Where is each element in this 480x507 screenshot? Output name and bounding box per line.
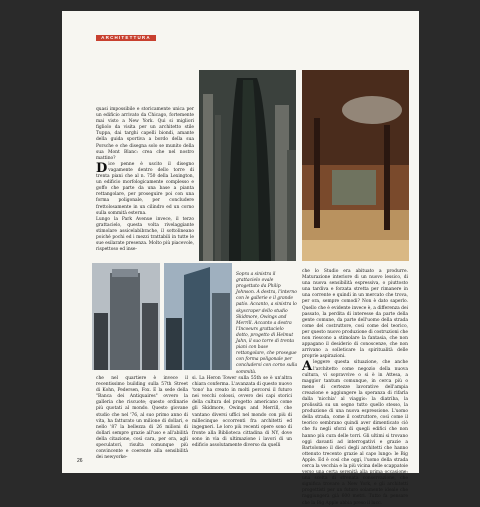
paragraph: quasi impossibile e storicamente unica per un edificio arrivato da Chicago, fortemente mai visto a New York. Qui si migliori figliolo da visita per un architetto stile Tuppa, dai targhi capelli biondi, amante della guida sportiva a bordo della sua Porsche e che disegna solo se munito della sua Mont Blanc: crea che nel nostro mattino? <box>96 107 194 161</box>
paragraph: Lungo la Park Avenue invece, il terzo grattacielo, questa volta rivelaggiante stimolare assicelabibrache, il sottolineano poiché pochi ed i mezzi trattabili in tutte le sue esilarate presenza. Molto più piacevole, rispettoso ed inse- <box>96 216 194 253</box>
article-column-bottom-mid: si. La Heron Tower sulla 55th se è un'altra chiara conferma. L'avanzata di questo nuovo 'tono' ha creato in molti percorsi il futuro nei vecchi colossi, ovvero dei capi storici della cultura del progetto americano come gli Skidmore, Owings and Merrill, che vantano diversi uffici nel mondo con più di millecinque occorrenti fra architetti ed ingegneri. Le loro più recenti opere sono di fronte alla Biblioteca cittadina di NY, dove sono in via di ultimazione i lavori di un edificio assolutamente diverso da quelli <box>192 376 292 449</box>
paragraph: Dice penne è uscito il disegno vagamente dentro dello torre di trenta piani che al n. 750 della Lexington, un edificio morfologicamente complesso e goffo che parte da una base a pianta rettangolare, per proseguire poi con una forma poligonale, per concludere frettolosamente in un cilindro ed un corno sulla sommità esterna. <box>96 160 194 216</box>
drop-cap: A <box>302 359 313 375</box>
photo-caption: Sopra a sinistra il grattacielo ovale progettato da Philip Johnson. A destra, l'interno con le gallerie e il grande patio. Accanto, a sinistra lo skyscraper dello studio Skidmore, Owings and Merrill. Accanto a destra l'Incoeurs grattacielo dotto, progetto di Helmut Jahn, il suo torre di trenta piani con base rettangolare, che prosegue con forma poligonale per concludersi con corno sulla sommità. <box>236 272 298 375</box>
section-tag: ARCHITETTURA <box>96 35 156 41</box>
article-column-a <box>96 107 194 253</box>
magazine-page <box>62 11 419 506</box>
article-column-bottom-left: che nel quartiere è invece il recentissimo building sulla 57th Street di Kohn, Pedersen, Fox. E la sede della "Banca dei Antiquaires" ovvero la galleria che riscuote; questo ordinarie più quotati al mondo. Questo giovane studio che nel '76, al suo primo anno di vita, ha fatturato un milione di dollari, e nello '87 la bellezza di 26 milioni di dollari sempre grazie all'uso e all'abilità della citazione, così cara, per ora, agli speculatori, risulta comunque più convincente e coerente alla sensibilità dei newyorke- <box>96 376 188 461</box>
photo-jahn-tower <box>164 263 232 370</box>
photo-skidmore-tower <box>92 263 160 370</box>
paragraph: Aleggere questa situazione, che anche l'architetto come negozio della nuova cultura, vi sopravvive o si è in Attesa, a maggior tantum comunque, in cerca più o meno di certezze lavorative dell'ampia creazione e aggiungere la speranza di rifarla dalla 'nicchia' al viaggio: la diatriba, la prolissità su un segno tutto quello stesso, la produzione di una nuova espressione. L'uomo della strada, come il costruttore, così come il teorico sembrano quindi aver dimenticato ciò che fu negli sforzi di quegli edifici che non hanno più cura delle torri. Gli ultimi si trovano oggi davanti ad interrogativi e grazie a Bartolomeo il dieci degli architetti che hanno ottenuto trecento grazie al capo lungo: le Big Apple. Ed è così che oggi, l'uomo della strada cerca la vecchia e la più vicina delle scappatoie verso una certa serenità alla prima occasione: una scelta di sfrenata conservazione, che significa trovare a New York, e gli architetti progettisti per un futuro solamente ideale che raggiungerà già 600 metri. Tutto fa pensare che la Big Apple abbia preso il lucc. <box>302 359 408 506</box>
photo-oval-skyscraper <box>199 70 296 261</box>
photo-interior-atrium <box>302 70 409 261</box>
article-column-right <box>302 269 408 507</box>
drop-cap: D <box>96 160 108 176</box>
page-number: 26 <box>77 458 83 464</box>
paragraph: che lo Studio era abituato a produrre. Maturazione interiore di un nuovo lessico, di una nuova sensibilità espressiva, o piuttosto una tardiva e forzata stretta per rimanere in una corrente e quindi in un mercato che trova, per ora, sempre comodi? Non è dato saperlo. Quello che è evidente invece è, a differenza dei passato, la perdita di interesse da parte della gente comune, da parte dell'uomo della strada come del costruttore, così come del teorico, per questo nuovo produzione di costruzioni che non riescono a stimolare la fantasia, che non appagano il desiderio di conoscenze, che non arrivano a solleticare la spiritualità delle proprie aspirazioni. <box>302 269 408 360</box>
